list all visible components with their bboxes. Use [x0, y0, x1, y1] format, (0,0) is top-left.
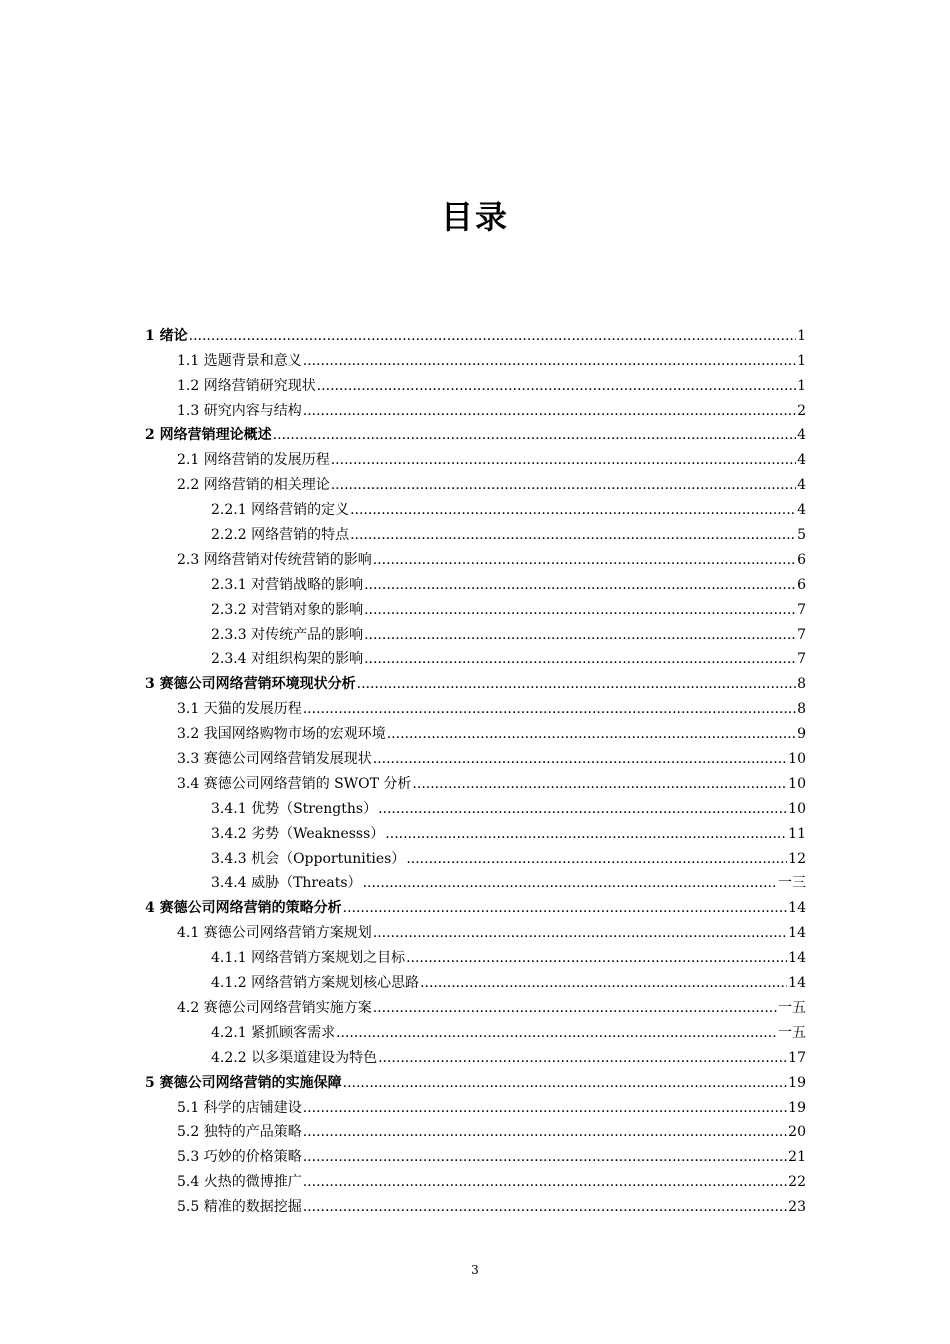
toc-leader-dots — [303, 1173, 787, 1191]
toc-entry-label: 4.1.2 网络营销方案规划核心思路 — [211, 975, 420, 992]
toc-leader-dots — [273, 426, 796, 444]
toc-entry-page: 23 — [788, 1199, 806, 1216]
toc-entry-label: 5.3 巧妙的价格策略 — [177, 1149, 302, 1166]
toc-entry[interactable] — [145, 371, 806, 396]
toc-entry[interactable] — [145, 918, 806, 943]
toc-entry-page: 10 — [788, 800, 806, 817]
toc-entry-label: 4.2.1 紧抓顾客需求 — [211, 1024, 336, 1041]
toc-leader-dots — [303, 1198, 787, 1216]
toc-entry-page: 20 — [788, 1124, 806, 1141]
toc-entry-label: 3.4 赛德公司网络营销的 SWOT 分析 — [177, 775, 412, 792]
toc-entry-page: 14 — [788, 925, 806, 942]
toc-entry[interactable] — [145, 396, 806, 421]
toc-entry[interactable] — [145, 869, 806, 894]
toc-entry[interactable] — [145, 445, 806, 470]
toc-entry[interactable] — [145, 744, 806, 769]
toc-leader-dots — [363, 874, 777, 892]
toc-entry-page: 1 — [797, 352, 806, 369]
toc-entry-label: 5.4 火热的微博推广 — [177, 1174, 302, 1191]
toc-entry-page: 10 — [788, 775, 806, 792]
toc-entry-page: 17 — [788, 1049, 806, 1066]
toc-leader-dots — [303, 402, 796, 420]
toc-leader-dots — [303, 1099, 787, 1117]
toc-entry-page: 8 — [797, 676, 806, 693]
toc-entry-label: 3.1 天猫的发展历程 — [177, 701, 302, 718]
toc-entry-page: 4 — [797, 452, 806, 469]
toc-entry-page: 14 — [788, 900, 806, 917]
toc-entry[interactable] — [145, 520, 806, 545]
toc-entry[interactable] — [145, 470, 806, 495]
toc-entry-page: 6 — [797, 576, 806, 593]
table-of-contents — [145, 321, 806, 1217]
toc-entry-page: 14 — [788, 975, 806, 992]
page-number: 3 — [471, 1263, 479, 1277]
toc-leader-dots — [331, 451, 796, 469]
toc-entry-label: 2.2 网络营销的相关理论 — [177, 477, 330, 494]
toc-entry-label: 2.3.4 对组织构架的影响 — [211, 651, 364, 668]
toc-leader-dots — [317, 377, 796, 395]
toc-leader-dots — [364, 626, 796, 644]
toc-leader-dots — [378, 800, 787, 818]
toc-entry-label: 3.4.1 优势（Strengths） — [211, 800, 378, 817]
toc-entry-label: 5.5 精准的数据挖掘 — [177, 1199, 302, 1216]
toc-leader-dots — [336, 1024, 777, 1042]
toc-entry[interactable] — [145, 570, 806, 595]
toc-leader-dots — [357, 675, 796, 693]
toc-entry-page: 11 — [788, 825, 806, 842]
toc-entry-page: 9 — [797, 726, 806, 743]
toc-leader-dots — [189, 327, 796, 345]
toc-entry-page: 7 — [797, 626, 806, 643]
toc-entry-page: 8 — [797, 701, 806, 718]
toc-entry[interactable] — [145, 968, 806, 993]
toc-entry-label: 2.3.3 对传统产品的影响 — [211, 626, 364, 643]
toc-entry[interactable] — [145, 819, 806, 844]
toc-entry-page: 4 — [797, 427, 806, 444]
toc-leader-dots — [350, 501, 796, 519]
toc-entry-page: 2 — [797, 402, 806, 419]
toc-entry[interactable] — [145, 794, 806, 819]
toc-entry[interactable] — [145, 1167, 806, 1192]
toc-entry-page: 7 — [797, 651, 806, 668]
toc-entry-label: 3.2 我国网络购物市场的宏观环境 — [177, 726, 386, 743]
toc-entry-label: 3.4.2 劣势（Weaknesss） — [211, 825, 385, 842]
toc-entry[interactable] — [145, 1068, 806, 1093]
toc-entry-page: 21 — [788, 1149, 806, 1166]
toc-leader-dots — [364, 650, 796, 668]
toc-entry-label: 2.3.2 对营销对象的影响 — [211, 601, 364, 618]
toc-leader-dots — [303, 1148, 787, 1166]
toc-entry-label: 1.1 选题背景和意义 — [177, 352, 302, 369]
toc-entry[interactable] — [145, 620, 806, 645]
toc-entry-label: 5.1 科学的店铺建设 — [177, 1099, 302, 1116]
toc-entry-label: 2.2.1 网络营销的定义 — [211, 502, 350, 519]
toc-entry-page: 5 — [797, 527, 806, 544]
toc-entry[interactable] — [145, 993, 806, 1018]
toc-entry-label: 3.3 赛德公司网络营销发展现状 — [177, 751, 372, 768]
toc-entry-label: 4.2.2 以多渠道建设为特色 — [211, 1049, 378, 1066]
toc-entry[interactable] — [145, 719, 806, 744]
toc-entry-label: 4 赛德公司网络营销的策略分析 — [145, 900, 342, 917]
toc-entry[interactable] — [145, 669, 806, 694]
toc-leader-dots — [387, 725, 796, 743]
toc-entry[interactable] — [145, 421, 806, 446]
toc-entry[interactable] — [145, 769, 806, 794]
toc-entry-page: 4 — [797, 502, 806, 519]
toc-entry-label: 4.2 赛德公司网络营销实施方案 — [177, 999, 372, 1016]
toc-entry-page: 7 — [797, 601, 806, 618]
toc-entry-page: 19 — [788, 1074, 806, 1091]
toc-entry[interactable] — [145, 321, 806, 346]
toc-leader-dots — [331, 476, 796, 494]
toc-entry-label: 5 赛德公司网络营销的实施保障 — [145, 1074, 342, 1091]
toc-entry-label: 2.1 网络营销的发展历程 — [177, 452, 330, 469]
toc-leader-dots — [420, 974, 787, 992]
toc-entry-label: 2.3 网络营销对传统营销的影响 — [177, 551, 372, 568]
toc-leader-dots — [303, 352, 796, 370]
toc-entry-label: 1.2 网络营销研究现状 — [177, 377, 316, 394]
toc-leader-dots — [364, 601, 796, 619]
toc-leader-dots — [373, 924, 787, 942]
toc-entry-page: 12 — [788, 850, 806, 867]
toc-entry-page: 一五 — [778, 1024, 806, 1041]
toc-leader-dots — [412, 775, 787, 793]
toc-entry[interactable] — [145, 495, 806, 520]
toc-entry[interactable] — [145, 1142, 806, 1167]
toc-leader-dots — [373, 551, 796, 569]
toc-entry[interactable] — [145, 893, 806, 918]
toc-leader-dots — [303, 1123, 787, 1141]
toc-entry-label: 4.1.1 网络营销方案规划之目标 — [211, 950, 406, 967]
toc-entry-page: 6 — [797, 551, 806, 568]
toc-leader-dots — [373, 999, 777, 1017]
toc-leader-dots — [378, 1049, 787, 1067]
toc-entry-label: 2.2.2 网络营销的特点 — [211, 527, 350, 544]
toc-entry-page: 10 — [788, 751, 806, 768]
toc-entry-label: 3.4.4 威胁（Threats） — [211, 875, 362, 892]
toc-entry[interactable] — [145, 346, 806, 371]
toc-entry[interactable] — [145, 1192, 806, 1217]
toc-entry-page: 4 — [797, 477, 806, 494]
toc-entry-label: 5.2 独特的产品策略 — [177, 1124, 302, 1141]
toc-entry-page: 一三 — [778, 875, 806, 892]
toc-entry-page: 19 — [788, 1099, 806, 1116]
toc-entry[interactable] — [145, 844, 806, 869]
toc-entry-label: 3 赛德公司网络营销环境现状分析 — [145, 676, 356, 693]
toc-entry-page: 14 — [788, 950, 806, 967]
toc-leader-dots — [343, 899, 788, 917]
toc-entry-label: 1 绪论 — [145, 327, 188, 344]
toc-entry[interactable] — [145, 1093, 806, 1118]
toc-entry[interactable] — [145, 1118, 806, 1143]
toc-entry[interactable] — [145, 1018, 806, 1043]
toc-entry-page: 1 — [797, 377, 806, 394]
toc-leader-dots — [303, 700, 796, 718]
toc-leader-dots — [343, 1074, 788, 1092]
toc-leader-dots — [406, 850, 787, 868]
toc-leader-dots — [373, 750, 787, 768]
toc-entry-page: 22 — [788, 1174, 806, 1191]
toc-entry-page: 一五 — [778, 999, 806, 1016]
toc-entry-page: 1 — [797, 327, 806, 344]
toc-leader-dots — [385, 825, 787, 843]
toc-entry[interactable] — [145, 694, 806, 719]
toc-leader-dots — [364, 576, 796, 594]
toc-entry-label: 3.4.3 机会（Opportunities） — [211, 850, 406, 867]
toc-leader-dots — [350, 526, 796, 544]
toc-entry[interactable] — [145, 595, 806, 620]
page-title: 目录 — [440, 198, 509, 236]
toc-entry[interactable] — [145, 943, 806, 968]
toc-entry-label: 2 网络营销理论概述 — [145, 427, 272, 444]
toc-entry[interactable] — [145, 1043, 806, 1068]
toc-entry-label: 2.3.1 对营销战略的影响 — [211, 576, 364, 593]
toc-entry-label: 4.1 赛德公司网络营销方案规划 — [177, 925, 372, 942]
toc-entry[interactable] — [145, 645, 806, 670]
toc-leader-dots — [406, 949, 787, 967]
toc-entry[interactable] — [145, 545, 806, 570]
toc-entry-label: 1.3 研究内容与结构 — [177, 402, 302, 419]
